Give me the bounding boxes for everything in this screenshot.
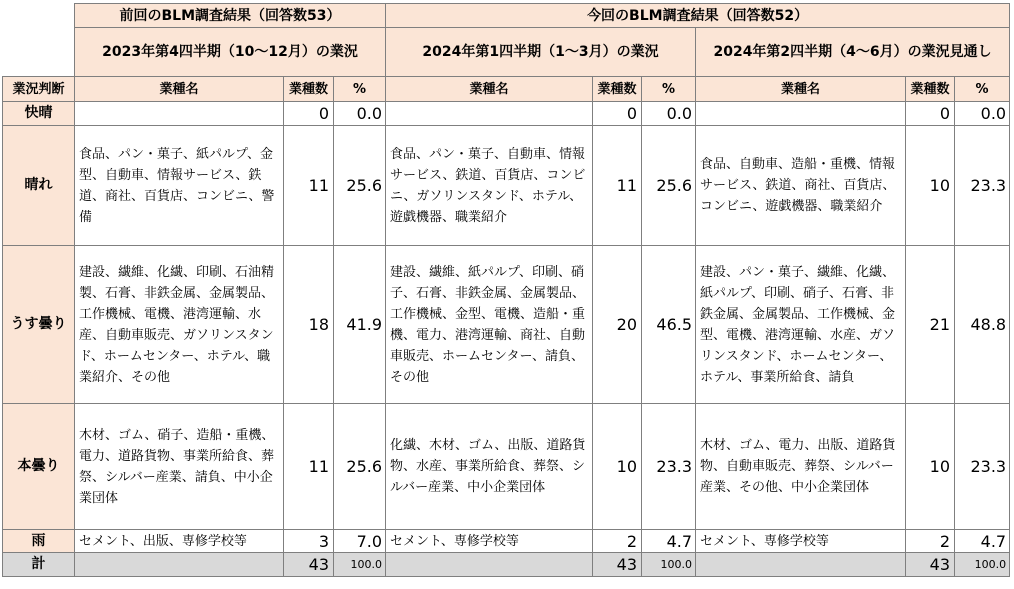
total-percent-next: 100.0 <box>955 553 1010 577</box>
col-industry-prev: 業種名 <box>75 77 284 102</box>
prev-period-title: 2023年第4四半期（10～12月）の業況 <box>75 28 386 77</box>
total-count-curr: 43 <box>593 553 642 577</box>
count-next: 2 <box>906 530 955 553</box>
total-percent-prev: 100.0 <box>334 553 386 577</box>
count-curr: 11 <box>593 126 642 246</box>
header-corner <box>3 4 75 28</box>
percent-prev: 0.0 <box>334 102 386 126</box>
header-row-columns <box>3 77 1010 102</box>
count-prev: 18 <box>284 246 334 404</box>
percent-next: 48.8 <box>955 246 1010 404</box>
col-percent-next: % <box>955 77 1010 102</box>
count-next: 0 <box>906 102 955 126</box>
row-label-ame: 雨 <box>3 530 75 553</box>
percent-prev: 25.6 <box>334 404 386 530</box>
industries-curr <box>386 102 593 126</box>
col-count-next: 業種数 <box>906 77 955 102</box>
industries-curr: 食品、パン・菓子、自動車、情報サービス、鉄道、百貨店、コンビニ、ガソリンスタンド、ホテル、遊戯機器、職業紹介 <box>386 126 593 246</box>
total-industries-prev <box>75 553 284 577</box>
col-count-curr: 業種数 <box>593 77 642 102</box>
row-label-usugumori: うす曇り <box>3 246 75 404</box>
table-row <box>3 126 1010 246</box>
industries-curr: 建設、繊維、紙パルプ、印刷、硝子、石膏、非鉄金属、金属製品、工作機械、金型、電機、造船・重機、電力、港湾運輸、商社、自動車販売、ホームセンター、請負、その他 <box>386 246 593 404</box>
total-row <box>3 553 1010 577</box>
percent-curr: 23.3 <box>642 404 696 530</box>
count-curr: 20 <box>593 246 642 404</box>
count-next: 21 <box>906 246 955 404</box>
total-industries-next <box>696 553 906 577</box>
row-label-kaisei: 快晴 <box>3 102 75 126</box>
industries-prev: 木材、ゴム、硝子、造船・重機、電力、道路貨物、事業所給食、葬祭、シルバー産業、請負、中小企業団体 <box>75 404 284 530</box>
count-prev: 11 <box>284 126 334 246</box>
industries-next: セメント、専修学校等 <box>696 530 906 553</box>
blm-survey-table <box>2 3 1010 577</box>
industries-next: 建設、パン・菓子、繊維、化繊、紙パルプ、印刷、硝子、石膏、非鉄金属、金属製品、工作機械、金型、電機、港湾運輸、水産、ガソリンスタンド、ホームセンター、ホテル、事業所給食、請負 <box>696 246 906 404</box>
col-judgement: 業況判断 <box>3 77 75 102</box>
percent-prev: 41.9 <box>334 246 386 404</box>
row-label-hare: 晴れ <box>3 126 75 246</box>
percent-prev: 7.0 <box>334 530 386 553</box>
col-percent-prev: % <box>334 77 386 102</box>
industries-next <box>696 102 906 126</box>
col-percent-curr: % <box>642 77 696 102</box>
total-count-prev: 43 <box>284 553 334 577</box>
row-label-hongumori: 本曇り <box>3 404 75 530</box>
header-row-survey <box>3 4 1010 28</box>
count-curr: 10 <box>593 404 642 530</box>
industries-prev: 建設、繊維、化繊、印刷、石油精製、石膏、非鉄金属、金属製品、工作機械、電機、港湾運輸、水産、自動車販売、ガソリンスタンド、ホームセンター、ホテル、職業紹介、その他 <box>75 246 284 404</box>
table-row <box>3 530 1010 553</box>
total-percent-curr: 100.0 <box>642 553 696 577</box>
percent-curr: 0.0 <box>642 102 696 126</box>
col-count-prev: 業種数 <box>284 77 334 102</box>
industries-next: 食品、自動車、造船・重機、情報サービス、鉄道、商社、百貨店、コンビニ、遊戯機器、職業紹介 <box>696 126 906 246</box>
table-row <box>3 102 1010 126</box>
percent-next: 4.7 <box>955 530 1010 553</box>
percent-next: 0.0 <box>955 102 1010 126</box>
curr-survey-title: 今回のBLM調査結果（回答数52） <box>386 4 1010 28</box>
header-corner-2 <box>3 28 75 77</box>
table-row <box>3 404 1010 530</box>
industries-next: 木材、ゴム、電力、出版、道路貨物、自動車販売、葬祭、シルバー産業、その他、中小企業団体 <box>696 404 906 530</box>
percent-prev: 25.6 <box>334 126 386 246</box>
count-curr: 0 <box>593 102 642 126</box>
percent-curr: 46.5 <box>642 246 696 404</box>
total-count-next: 43 <box>906 553 955 577</box>
total-industries-curr <box>386 553 593 577</box>
count-next: 10 <box>906 126 955 246</box>
percent-next: 23.3 <box>955 126 1010 246</box>
col-industry-next: 業種名 <box>696 77 906 102</box>
col-industry-curr: 業種名 <box>386 77 593 102</box>
percent-curr: 4.7 <box>642 530 696 553</box>
header-row-period <box>3 28 1010 77</box>
percent-curr: 25.6 <box>642 126 696 246</box>
industries-prev <box>75 102 284 126</box>
table-row <box>3 246 1010 404</box>
prev-survey-title: 前回のBLM調査結果（回答数53） <box>75 4 386 28</box>
curr-period-title: 2024年第1四半期（1～3月）の業況 <box>386 28 696 77</box>
total-label: 計 <box>3 553 75 577</box>
count-prev: 11 <box>284 404 334 530</box>
industries-prev: 食品、パン・菓子、紙パルプ、金型、自動車、情報サービス、鉄道、商社、百貨店、コンビニ、警備 <box>75 126 284 246</box>
industries-prev: セメント、出版、専修学校等 <box>75 530 284 553</box>
count-prev: 0 <box>284 102 334 126</box>
next-period-title: 2024年第2四半期（4～6月）の業況見通し <box>696 28 1010 77</box>
percent-next: 23.3 <box>955 404 1010 530</box>
count-next: 10 <box>906 404 955 530</box>
count-prev: 3 <box>284 530 334 553</box>
count-curr: 2 <box>593 530 642 553</box>
industries-curr: 化繊、木材、ゴム、出版、道路貨物、水産、事業所給食、葬祭、シルバー産業、中小企業団体 <box>386 404 593 530</box>
industries-curr: セメント、専修学校等 <box>386 530 593 553</box>
